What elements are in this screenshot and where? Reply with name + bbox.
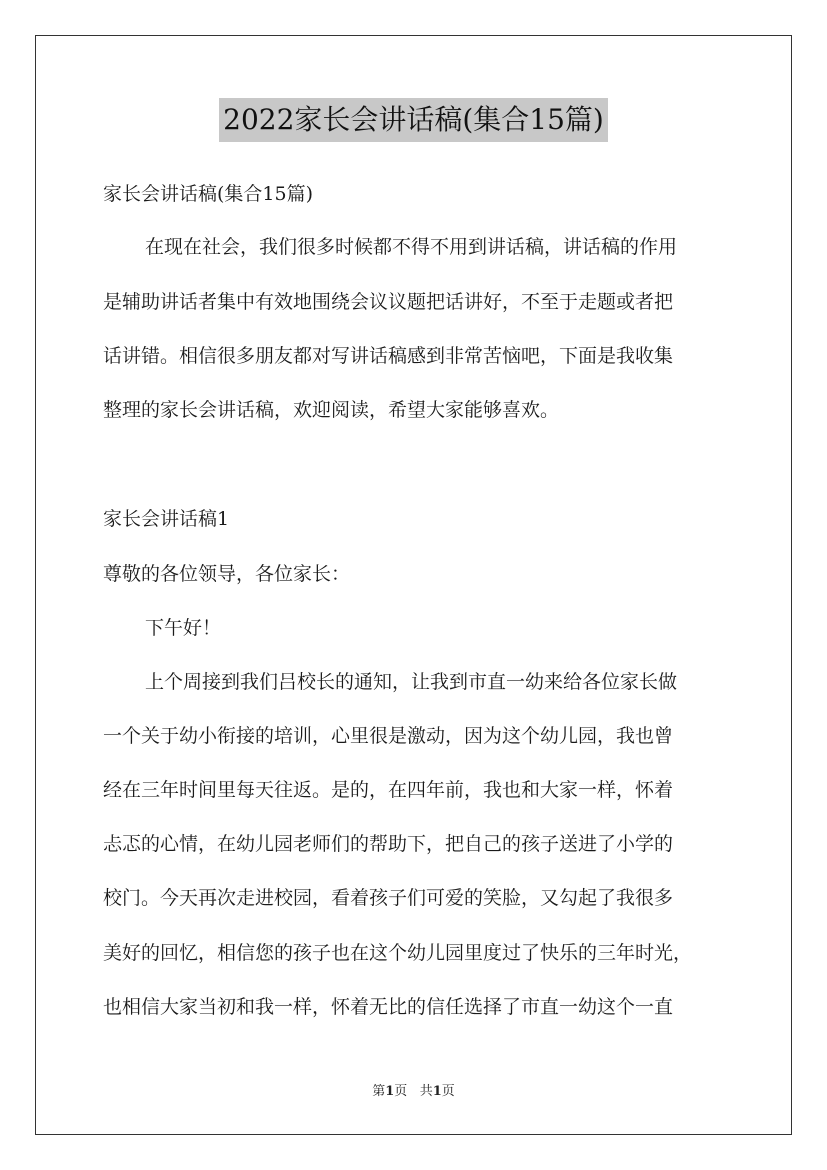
- page-prefix: 第: [372, 1084, 386, 1099]
- total-prefix: 共: [419, 1084, 433, 1099]
- intro-line-4: 整理的家长会讲话稿，欢迎阅读，希望大家能够喜欢。: [103, 399, 560, 421]
- document-title: 2022家长会讲话稿(集合15篇): [219, 98, 608, 142]
- body-line-3: 经在三年时间里每天往返。是的，在四年前，我也和大家一样，怀着: [103, 779, 674, 801]
- total-pages: 1: [432, 1084, 442, 1099]
- page-number: 1: [385, 1084, 395, 1099]
- body-line-5: 校门。今天再次走进校园，看着孩子们可爱的笑脸，又勾起了我很多: [103, 887, 674, 909]
- intro-line-1: 在现在社会，我们很多时候都不得不用到讲话稿，讲话稿的作用: [145, 236, 678, 258]
- salutation: 尊敬的各位领导，各位家长：: [103, 563, 351, 585]
- page-footer: [0, 1083, 827, 1101]
- subtitle: 家长会讲话稿(集合15篇): [103, 183, 314, 205]
- intro-line-3: 话讲错。相信很多朋友都对写讲话稿感到非常苦恼吧，下面是我收集: [103, 345, 674, 367]
- body-line-4: 忐忑的心情，在幼儿园老师们的帮助下，把自己的孩子送进了小学的: [103, 833, 674, 855]
- body-line-7: 也相信大家当初和我一样，怀着无比的信任选择了市直一幼这个一直: [103, 996, 674, 1018]
- title-container: [0, 98, 827, 142]
- body-line-6: 美好的回忆，相信您的孩子也在这个幼儿园里度过了快乐的三年时光，: [103, 942, 693, 964]
- intro-line-2: 是辅助讲话者集中有效地围绕会议议题把话讲好，不至于走题或者把: [103, 291, 674, 313]
- total-suffix: 页: [441, 1084, 455, 1099]
- body-line-1: 上个周接到我们吕校长的通知，让我到市直一幼来给各位家长做: [145, 671, 678, 693]
- page-suffix: 页: [394, 1084, 408, 1099]
- section-heading: 家长会讲话稿1: [103, 508, 230, 530]
- body-line-2: 一个关于幼小衔接的培训，心里很是激动，因为这个幼儿园，我也曾: [103, 725, 674, 747]
- greeting: 下午好！: [145, 617, 222, 639]
